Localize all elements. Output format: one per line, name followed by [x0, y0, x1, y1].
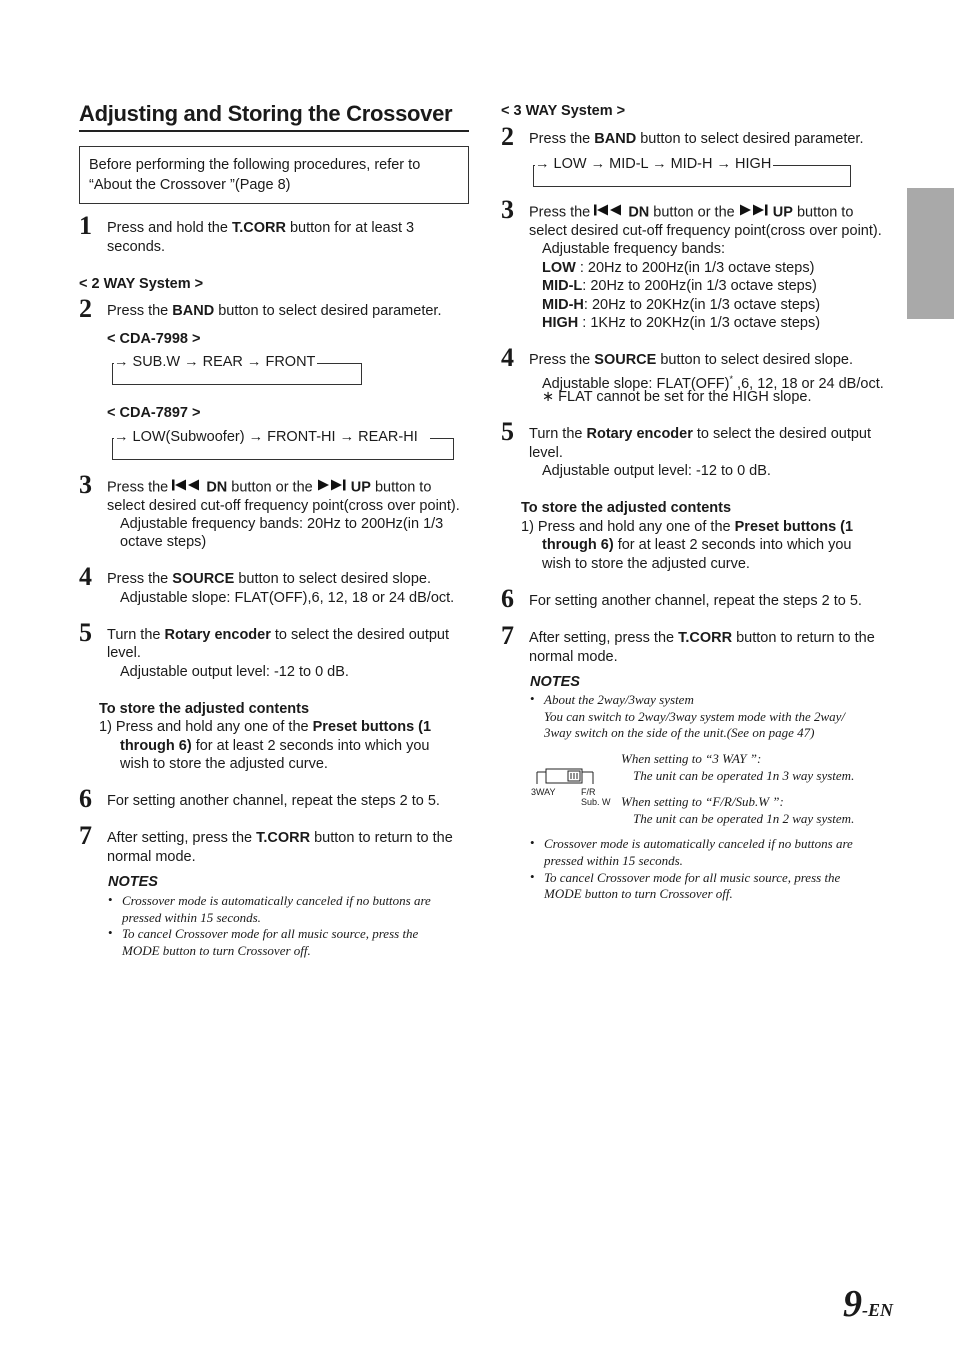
page-number-suffix: -EN [862, 1300, 893, 1320]
step-3-line-4: octave steps) [120, 534, 207, 550]
band-value-mid-h: : 20Hz to 20KHz(in 1/3 octave steps) [583, 297, 821, 313]
step-1-text-d: seconds. [107, 239, 166, 255]
store-line-2 [120, 737, 429, 756]
step-3-text-a: Press the [107, 479, 173, 496]
step-2-text-a: Press the [107, 303, 173, 319]
store-key: Preset buttons (1 [312, 719, 432, 735]
r-step-5-text-a: Turn the [529, 426, 587, 442]
step-3-line-3: Adjustable frequency bands: 20Hz to 200Hz(in 1/3 [120, 516, 444, 532]
setting-3way: When setting to “3 WAY ”: [621, 751, 762, 766]
store-text-d: for at least 2 seconds into which you [191, 738, 430, 754]
asterisk-mark: * [729, 374, 734, 384]
r-step-5-key: Rotary encoder [586, 426, 693, 442]
r-step-7-line-2: normal mode. [529, 649, 618, 665]
step-1-text-c: button for at least 3 [285, 220, 415, 236]
r-note-3-line-2: MODE button to turn Crossover off. [544, 886, 733, 901]
note-bullet: • [530, 869, 535, 884]
r-step-7-number: 7 [501, 621, 514, 650]
step-2-text [107, 302, 441, 321]
switch-label-fr: F/R [581, 787, 596, 797]
r-store-line-2 [542, 536, 851, 555]
step-1-text [107, 219, 414, 257]
step-5-text-c: to select the desired output [270, 627, 450, 643]
r-note-3-line-1: To cancel Crossover mode for all music source, press the [544, 870, 841, 885]
page-number [843, 1282, 893, 1326]
switch-label-sub: Sub. W [581, 797, 611, 807]
band-row-low [542, 259, 814, 278]
step-4-text [107, 570, 431, 589]
step-6-number: 6 [79, 784, 92, 813]
step-7-line-2: normal mode. [107, 849, 196, 865]
page-title: Adjusting and Storing the Crossover [79, 101, 453, 126]
step-6-text: For setting another channel, repeat the steps 2 to 5. [107, 793, 440, 809]
intro-line-2: “About the Crossover ”(Page 8) [89, 177, 291, 193]
step-3-number: 3 [79, 470, 92, 499]
r-step-4-slope-values: ,6, 12, 18 or 24 dB/oct. [733, 375, 884, 392]
band-row-high [542, 314, 820, 333]
r-step-7-text [529, 629, 875, 648]
band-key-mid-h: MID-H [542, 297, 584, 313]
r-step-6-text: For setting another channel, repeat the steps 2 to 5. [529, 593, 862, 609]
page-number-digit: 9 [843, 1283, 862, 1325]
setting-3way-desc: The unit can be operated 1n 3 way system. [633, 768, 855, 783]
step-4-text-c: button to select desired slope. [234, 571, 432, 587]
r-step-2-key: BAND [594, 131, 637, 147]
r-step-4-line-3: ∗ FLAT cannot be set for the HIGH slope. [542, 389, 812, 405]
note-bullet: • [108, 925, 113, 940]
r-step-3-text-a: Press the [529, 204, 595, 221]
r-store-line-1 [521, 518, 853, 537]
r-store-heading: To store the adjusted contents [521, 500, 732, 516]
r-store-key-2: through 6) [542, 537, 614, 553]
step-7-text-c: button to return to the [310, 830, 453, 846]
r-step-2-text [529, 130, 863, 149]
step-4-key: SOURCE [172, 571, 235, 587]
note-2-line-1: To cancel Crossover mode for all music source, press the [122, 926, 419, 941]
store-key-2: through 6) [120, 738, 192, 754]
band-value-low: : 20Hz to 200Hz(in 1/3 octave steps) [575, 260, 815, 276]
step-4-line-2: Adjustable slope: FLAT(OFF),6, 12, 18 or 24 dB/oct. [120, 590, 455, 606]
step-2-key: BAND [172, 303, 215, 319]
next-track-icon [317, 478, 347, 497]
r-step-3-text-mid: button or the [649, 204, 739, 221]
r-note-1-line-1: You can switch to 2way/3way system mode with the 2way/ [544, 709, 846, 724]
r-step-5-line-2: level. [529, 445, 563, 461]
r-step-7-text-a: After setting, press the [529, 630, 679, 646]
r-step-2-text-c: button to select desired parameter. [636, 131, 864, 147]
r-step-4-text-c: button to select desired slope. [656, 352, 854, 368]
band-value-high: : 1KHz to 20KHz(in 1/3 octave steps) [578, 315, 821, 331]
notes-heading: NOTES [108, 874, 158, 890]
step-1-text-a: Press and hold the [107, 220, 232, 236]
r-step-4-key: SOURCE [594, 352, 657, 368]
step-1-key: T.CORR [231, 220, 286, 236]
step-5-number: 5 [79, 618, 92, 647]
note-bullet: • [530, 835, 535, 850]
intro-box [79, 146, 469, 204]
r-note-2-line-1: Crossover mode is automatically canceled if no buttons are [544, 836, 853, 851]
step-3-up: UP [350, 479, 371, 496]
r-step-4-text-a: Press the [529, 352, 595, 368]
r-step-3-dn: DN [628, 204, 650, 221]
r-step-5-text-c: to select the desired output [692, 426, 872, 442]
note-bullet: • [530, 691, 535, 706]
r-flow: → LOW → MID-L → MID-H → HIGH [535, 156, 772, 172]
step-5-line-2: level. [107, 645, 141, 661]
step-5-key: Rotary encoder [164, 627, 271, 643]
band-row-mid-h [542, 296, 820, 315]
setting-2way-desc: The unit can be operated 1n 2 way system. [633, 811, 855, 826]
next-track-icon [739, 203, 769, 222]
r-note-2-line-2: pressed within 15 seconds. [544, 853, 683, 868]
r-step-4-text [529, 351, 853, 370]
intro-line-1: Before performing the following procedures, refer to [89, 157, 421, 173]
note-1-line-1: Crossover mode is automatically canceled if no buttons are [122, 893, 431, 908]
store-text-a: 1) Press and hold any one of the [99, 719, 313, 735]
store-line-3: wish to store the adjusted curve. [120, 756, 328, 772]
previous-track-icon [594, 203, 624, 222]
step-3-text [107, 478, 477, 497]
r-step-6-number: 6 [501, 584, 514, 613]
r-store-text-d: for at least 2 seconds into which you [613, 537, 852, 553]
r-note-1-title: About the 2way/3way system [544, 692, 694, 707]
r-step-5-line-3: Adjustable output level: -12 to 0 dB. [542, 463, 771, 479]
r-step-2-text-a: Press the [529, 131, 595, 147]
band-value-mid-l: : 20Hz to 200Hz(in 1/3 octave steps) [582, 278, 817, 294]
r-step-3-text-end: button to [792, 204, 854, 221]
band-key-mid-l: MID-L [542, 278, 583, 294]
r-notes-heading: NOTES [530, 674, 580, 690]
band-key-high: HIGH [542, 315, 579, 331]
r-step-4-slope: Adjustable slope: FLAT(OFF) [542, 375, 730, 392]
step-4-number: 4 [79, 562, 92, 591]
band-row-mid-l [542, 277, 817, 296]
step-5-text [107, 626, 449, 645]
step-5-text-a: Turn the [107, 627, 165, 643]
cda-7998-heading: < CDA-7998 > [107, 331, 201, 347]
r-store-text-a: 1) Press and hold any one of the [521, 519, 735, 535]
store-line-1 [99, 718, 431, 737]
switch-label-3way: 3WAY [531, 787, 556, 797]
note-2-line-2: MODE button to turn Crossover off. [122, 943, 311, 958]
note-1-line-2: pressed within 15 seconds. [122, 910, 261, 925]
r-note-1-line-2: 3way switch on the side of the unit.(See on page 47) [544, 725, 815, 740]
r-step-4-number: 4 [501, 343, 514, 372]
r-step-5-text [529, 425, 871, 444]
way-switch-diagram [531, 762, 616, 812]
setting-2way: When setting to “F/R/Sub.W ”: [621, 794, 784, 809]
title-rule [79, 130, 469, 132]
r-step-3-line-2: select desired cut-off frequency point(cross over point). [529, 223, 882, 239]
step-7-text [107, 829, 453, 848]
step-3-text-mid: button or the [227, 479, 317, 496]
step-3-text-end: button to [370, 479, 432, 496]
r-step-5-number: 5 [501, 417, 514, 446]
step-7-key: T.CORR [256, 830, 311, 846]
step-4-text-a: Press the [107, 571, 173, 587]
r-step-3-text [529, 203, 899, 222]
step-2-number: 2 [79, 294, 92, 323]
three-way-heading: < 3 WAY System > [501, 103, 626, 119]
step-7-text-a: After setting, press the [107, 830, 257, 846]
r-step-3-number: 3 [501, 195, 514, 224]
two-way-heading: < 2 WAY System > [79, 276, 204, 292]
r-step-2-number: 2 [501, 122, 514, 151]
step-2-text-c: button to select desired parameter. [214, 303, 442, 319]
step-5-line-3: Adjustable output level: -12 to 0 dB. [120, 664, 349, 680]
store-heading: To store the adjusted contents [99, 701, 310, 717]
step-7-number: 7 [79, 821, 92, 850]
r-step-3-up: UP [772, 204, 793, 221]
cda-7897-heading: < CDA-7897 > [107, 405, 201, 421]
step-3-dn: DN [206, 479, 228, 496]
r-step-3-line-3: Adjustable frequency bands: [542, 241, 725, 257]
previous-track-icon [172, 478, 202, 497]
cda-7897-flow: → LOW(Subwoofer) → FRONT-HI → REAR-HI [114, 428, 430, 447]
step-3-line-2: select desired cut-off frequency point(cross over point). [107, 498, 460, 514]
note-bullet: • [108, 892, 113, 907]
r-store-key: Preset buttons (1 [734, 519, 854, 535]
section-tab [907, 188, 954, 319]
r-step-7-key: T.CORR [678, 630, 733, 646]
r-step-7-text-c: button to return to the [732, 630, 875, 646]
band-key-low: LOW [542, 260, 576, 276]
r-store-line-3: wish to store the adjusted curve. [542, 556, 750, 572]
step-1-number: 1 [79, 211, 92, 240]
cda-7998-flow: → SUB.W → REAR → FRONT [114, 354, 316, 370]
